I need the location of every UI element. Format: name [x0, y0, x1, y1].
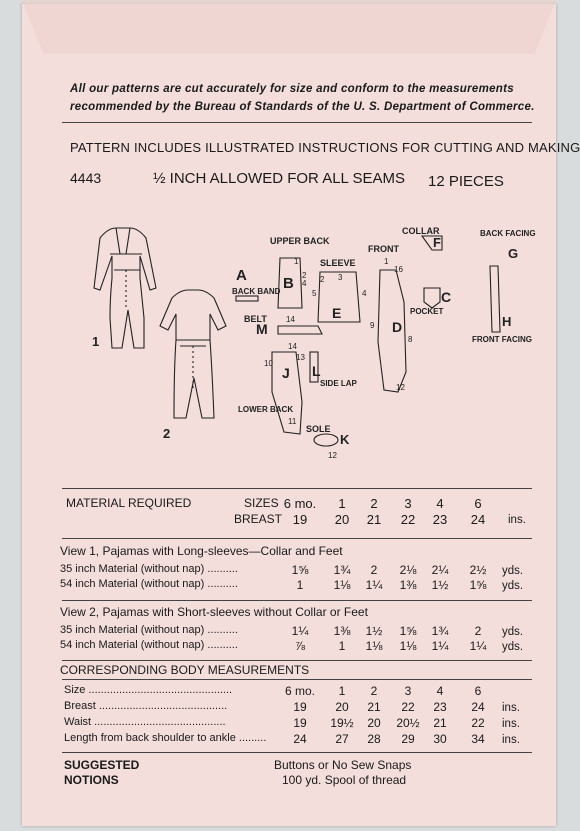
notions-label-2: NOTIONS [64, 773, 119, 787]
mark-14: 14 [288, 342, 297, 351]
divider [62, 538, 532, 539]
mark-14b: 14 [286, 315, 295, 324]
divider [62, 679, 532, 680]
label-upper-back: UPPER BACK [270, 236, 330, 246]
row-value: 1⅛ [333, 578, 351, 592]
row-value: 1½ [431, 578, 449, 592]
row-value: 24 [293, 732, 307, 746]
row-value: 24 [471, 700, 485, 714]
size-header-cell: 2 [370, 496, 378, 511]
label-d: D [392, 319, 403, 335]
row-unit: yds. [502, 641, 524, 653]
row-value: 19½ [330, 716, 354, 730]
view2-figure [160, 290, 226, 418]
row-unit: yds. [502, 565, 524, 577]
piece-m-shape [278, 326, 322, 334]
row-value: 6 [474, 684, 482, 698]
row-value: 20 [367, 716, 381, 730]
mark-5: 5 [312, 289, 317, 298]
divider [62, 600, 532, 601]
row-unit: ins. [502, 718, 520, 730]
row-value: 1⅝ [291, 563, 309, 577]
mark-3: 3 [338, 273, 343, 282]
mark-12: 12 [396, 383, 405, 392]
label-back-facing: BACK FACING [480, 229, 536, 238]
label-f: F [433, 235, 441, 250]
mark-4b: 4 [362, 289, 367, 298]
mark-1b: 1 [384, 257, 389, 266]
row-value: 2½ [469, 563, 487, 577]
row-value: 22 [471, 716, 485, 730]
notice-line-1: All our patterns are cut accurately for size and conform to the measurements [70, 83, 514, 95]
view1-title: View 1, Pajamas with Long-sleeves—Collar and Feet [60, 544, 343, 558]
row-value: ⅞ [294, 639, 305, 653]
view2-number: 2 [163, 426, 171, 441]
label-a: A [236, 267, 247, 284]
breast-header-cell: 20 [334, 512, 350, 527]
size-header-cell: 4 [436, 496, 444, 511]
row-value: 1¼ [365, 578, 383, 592]
divider [62, 122, 532, 123]
row-value: 1¼ [431, 639, 449, 653]
row-value: 29 [401, 732, 415, 746]
row-value: 1⅜ [399, 578, 417, 592]
row-unit: yds. [502, 626, 524, 638]
notions-label-1: SUGGESTED [64, 758, 140, 772]
row-value: 4 [436, 684, 444, 698]
mark-12b: 12 [328, 451, 337, 460]
row-label: 54 inch Material (without nap) .......... [60, 578, 238, 590]
label-collar: COLLAR [402, 226, 440, 236]
label-j: J [282, 365, 290, 381]
row-value: 2 [370, 563, 378, 577]
row-value: 1⅝ [469, 578, 487, 592]
breast-label: BREAST [234, 512, 283, 526]
row-value: 1 [338, 639, 346, 653]
row-unit: yds. [502, 580, 524, 592]
label-front-facing: FRONT FACING [472, 335, 532, 344]
label-pocket: POCKET [410, 307, 444, 316]
row-label: Length from back shoulder to ankle ......... [64, 732, 267, 744]
row-label: Size ............................................... [64, 684, 233, 696]
mark-4: 4 [302, 279, 307, 288]
notions-line-2: 100 yd. Spool of thread [282, 773, 407, 787]
row-value: 1¼ [469, 639, 487, 653]
label-sleeve: SLEEVE [320, 258, 356, 268]
view1-number: 1 [92, 334, 100, 349]
row-label: Waist ........................................... [64, 716, 226, 728]
pattern-pieces-diagram [228, 222, 536, 462]
size-header-cell: 6 [474, 496, 482, 511]
piece-c-shape [424, 288, 440, 308]
sizes-label: SIZES [244, 496, 279, 510]
breast-header-cell: 22 [400, 512, 416, 527]
piece-k-shape [314, 434, 338, 446]
row-value: 23 [433, 700, 447, 714]
row-value: 1⅜ [333, 624, 351, 638]
row-value: 1¼ [291, 624, 309, 638]
size-header-cell: 3 [404, 496, 412, 511]
garment-figures [70, 218, 230, 448]
row-value: 1⅝ [399, 624, 417, 638]
row-label: 54 inch Material (without nap) .......... [60, 639, 238, 651]
envelope-flap [22, 0, 556, 60]
label-back-band: BACK BAND [232, 287, 281, 296]
row-value: 20½ [396, 716, 420, 730]
label-l: L [312, 363, 321, 379]
mark-11: 11 [288, 417, 297, 426]
breast-unit: ins. [508, 514, 526, 526]
label-g: G [508, 246, 519, 261]
row-value: 1⅛ [399, 639, 417, 653]
mark-2: 2 [302, 271, 307, 280]
row-value: 34 [471, 732, 485, 746]
includes-heading: PATTERN INCLUDES ILLUSTRATED INSTRUCTIONS FOR CUTTING AND MAKING [70, 140, 580, 155]
row-value: 2⅛ [399, 563, 417, 577]
material-title: MATERIAL REQUIRED [66, 496, 192, 510]
row-unit: ins. [502, 734, 520, 746]
row-value: 20 [335, 700, 349, 714]
size-header-cell: 6 mo. [283, 496, 317, 511]
row-value: 22 [401, 700, 415, 714]
piece-count: 12 PIECES [428, 173, 504, 190]
label-m: M [256, 321, 268, 337]
size-header-cell: 1 [338, 496, 346, 511]
row-value: 27 [335, 732, 349, 746]
label-lower-back: LOWER BACK [238, 405, 294, 414]
label-b: B [283, 275, 294, 292]
row-value: 3 [404, 684, 412, 698]
row-value: 1¾ [333, 563, 351, 577]
row-value: 21 [433, 716, 447, 730]
seam-allowance: ½ INCH ALLOWED FOR ALL SEAMS [153, 170, 406, 187]
row-value: 2¼ [431, 563, 449, 577]
row-value: 19 [293, 716, 307, 730]
breast-header-cell: 24 [470, 512, 486, 527]
label-side-lap: SIDE LAP [320, 379, 357, 388]
notice-line-2: recommended by the Bureau of Standards of the U. S. Department of Commerce. [70, 101, 535, 113]
row-label: 35 inch Material (without nap) .......... [60, 563, 238, 575]
row-value: 28 [367, 732, 381, 746]
label-c: C [441, 289, 452, 305]
row-value: 30 [433, 732, 447, 746]
piece-gh-shape [490, 266, 500, 332]
row-value: 1 [338, 684, 346, 698]
divider [62, 752, 532, 753]
mark-16: 16 [394, 265, 403, 274]
mark-9: 9 [370, 321, 375, 330]
breast-header-cell: 21 [366, 512, 382, 527]
label-belt: BELT [244, 314, 267, 324]
label-h: H [502, 314, 512, 329]
breast-header-cell: 19 [292, 512, 308, 527]
body-title: CORRESPONDING BODY MEASUREMENTS [60, 663, 310, 677]
row-label: 35 inch Material (without nap) .......... [60, 624, 238, 636]
mark-13: 13 [296, 353, 305, 362]
row-value: 1¾ [431, 624, 449, 638]
label-k: K [340, 432, 350, 447]
row-unit: ins. [502, 702, 520, 714]
row-label: Breast .......................................... [64, 700, 228, 712]
pattern-number: 4443 [70, 170, 102, 186]
row-value: 2 [474, 624, 482, 638]
mark-1: 1 [294, 257, 299, 266]
notions-line-1: Buttons or No Sew Snaps [274, 758, 412, 772]
row-value: 1⅛ [365, 639, 383, 653]
mark-8: 8 [408, 335, 413, 344]
row-value: 6 mo. [284, 684, 315, 698]
view1-figure [94, 228, 156, 348]
label-sole: SOLE [306, 424, 331, 434]
divider [62, 660, 532, 661]
view2-title: View 2, Pajamas with Short-sleeves without Collar or Feet [60, 605, 368, 619]
row-value: 1½ [365, 624, 383, 638]
row-value: 1 [296, 578, 304, 592]
label-front: FRONT [368, 244, 399, 254]
piece-a-shape [236, 296, 258, 301]
row-value: 2 [370, 684, 378, 698]
mark-2b: 2 [320, 275, 325, 284]
row-value: 21 [367, 700, 381, 714]
row-value: 19 [293, 700, 307, 714]
divider [62, 488, 532, 489]
mark-10: 10 [264, 359, 273, 368]
breast-header-cell: 23 [432, 512, 448, 527]
label-e: E [332, 305, 342, 321]
